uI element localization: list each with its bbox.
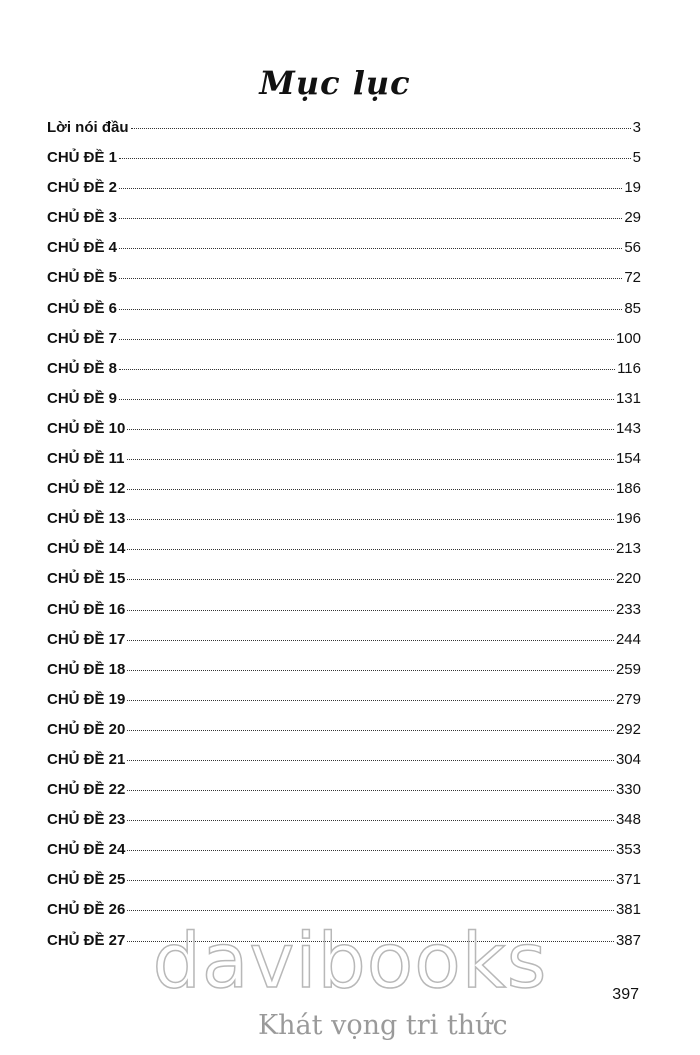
dot-leader [127,820,614,821]
dot-leader [127,790,614,791]
toc-entry-page: 116 [617,359,641,377]
toc-entry [47,721,641,751]
dot-leader [127,459,614,460]
toc-entry-label: CHỦ ĐỀ 8 [47,359,118,377]
toc-entry-page: 220 [615,570,641,588]
dot-leader [127,429,614,430]
toc-entry-page: 72 [624,269,641,287]
toc-entry-page: 186 [615,480,641,498]
toc-entry [47,781,641,811]
toc-entry-page: 154 [615,450,641,468]
toc-entry-page: 85 [624,299,641,317]
toc-entry-label: CHỦ ĐỀ 2 [47,179,118,197]
toc-entry-page: 348 [615,811,641,829]
toc-entry-label: CHỦ ĐỀ 9 [47,389,118,407]
toc-entry-label: CHỦ ĐỀ 27 [47,931,126,949]
toc-entry [47,420,641,450]
toc-entry-page: 131 [615,389,641,407]
dot-leader [127,489,614,490]
dot-leader [127,730,614,731]
toc-entry-page: 19 [624,179,641,197]
toc-entry-page: 100 [615,329,641,347]
toc-entry-page: 233 [615,600,641,618]
toc-entry [47,540,641,570]
toc-entry-label: Lời nói đầu [47,119,129,136]
toc-entry-label: CHỦ ĐỀ 16 [47,600,126,618]
toc-entry-page: 279 [615,690,641,708]
page-number: 397 [612,986,639,1003]
toc-entry-label: CHỦ ĐỀ 5 [47,269,118,287]
dot-leader [119,158,631,159]
toc-entry [47,811,641,841]
toc-entry-page: 29 [624,209,641,227]
dot-leader [119,278,622,279]
toc-entry-page: 56 [624,239,641,257]
watermark-tagline: Khát vọng tri thức [258,1010,508,1041]
dot-leader [127,579,614,580]
toc-entry-label: CHỦ ĐỀ 19 [47,690,126,708]
dot-leader [127,670,614,671]
toc-entry-label: CHỦ ĐỀ 7 [47,329,118,347]
dot-leader [127,760,614,761]
toc-entry-label: CHỦ ĐỀ 1 [47,149,118,167]
toc-entry [47,149,641,179]
dot-leader [127,549,614,550]
toc-entry-label: CHỦ ĐỀ 24 [47,841,126,859]
table-of-contents [47,119,641,962]
dot-leader [119,188,622,189]
dot-leader [119,218,622,219]
toc-entry [47,239,641,269]
toc-entry-page: 353 [615,841,641,859]
toc-entry-label: CHỦ ĐỀ 23 [47,811,126,829]
toc-entry-label: CHỦ ĐỀ 20 [47,720,126,738]
dot-leader [119,309,622,310]
toc-entry-label: CHỦ ĐỀ 10 [47,419,126,437]
toc-entry-label: CHỦ ĐỀ 12 [47,480,126,498]
dot-leader [127,880,614,881]
toc-entry-page: 259 [615,660,641,678]
toc-entry [47,601,641,631]
toc-entry-label: CHỦ ĐỀ 3 [47,209,118,227]
toc-entry-label: CHỦ ĐỀ 11 [47,450,125,468]
toc-entry-label: CHỦ ĐỀ 13 [47,510,126,528]
toc-entry [47,932,641,962]
toc-entry-label: CHỦ ĐỀ 21 [47,750,126,768]
toc-entry [47,631,641,661]
toc-entry [47,751,641,781]
toc-entry-page: 371 [615,871,641,889]
dot-leader [119,248,622,249]
toc-entry [47,871,641,901]
toc-entry [47,330,641,360]
toc-entry-page: 3 [632,119,641,136]
dot-leader [127,519,614,520]
toc-entry-page: 196 [615,510,641,528]
toc-entry-page: 5 [632,149,641,167]
toc-entry [47,510,641,540]
toc-entry-label: CHỦ ĐỀ 15 [47,570,126,588]
dot-leader [119,369,615,370]
watermark-brand: davibooks [152,916,548,1005]
toc-entry [47,450,641,480]
toc-entry-page: 292 [615,720,641,738]
toc-entry-page: 304 [615,750,641,768]
toc-entry [47,300,641,330]
toc-entry-label: CHỦ ĐỀ 17 [47,630,126,648]
dot-leader [119,399,614,400]
toc-entry [47,901,641,931]
dot-leader [127,640,614,641]
dot-leader [127,910,614,911]
toc-entry [47,570,641,600]
toc-entry [47,360,641,390]
dot-leader [131,128,631,129]
dot-leader [127,700,614,701]
toc-entry-label: CHỦ ĐỀ 18 [47,660,126,678]
toc-entry-page: 381 [615,901,641,919]
toc-entry-label: CHỦ ĐỀ 22 [47,781,126,799]
toc-entry [47,691,641,721]
dot-leader [119,339,614,340]
toc-entry [47,119,641,149]
page-title: Mục lục [259,64,411,102]
toc-entry-page: 244 [615,630,641,648]
toc-entry-label: CHỦ ĐỀ 25 [47,871,126,889]
toc-entry [47,269,641,299]
toc-entry [47,841,641,871]
dot-leader [127,610,614,611]
toc-entry-page: 213 [615,540,641,558]
toc-entry-page: 143 [615,419,641,437]
toc-entry-page: 387 [615,931,641,949]
toc-entry-page: 330 [615,781,641,799]
dot-leader [127,941,614,942]
dot-leader [127,850,614,851]
toc-entry-label: CHỦ ĐỀ 6 [47,299,118,317]
toc-entry [47,661,641,691]
toc-entry [47,390,641,420]
toc-entry-label: CHỦ ĐỀ 4 [47,239,118,257]
toc-entry [47,179,641,209]
toc-entry [47,209,641,239]
toc-entry-label: CHỦ ĐỀ 14 [47,540,126,558]
toc-entry-label: CHỦ ĐỀ 26 [47,901,126,919]
toc-entry [47,480,641,510]
